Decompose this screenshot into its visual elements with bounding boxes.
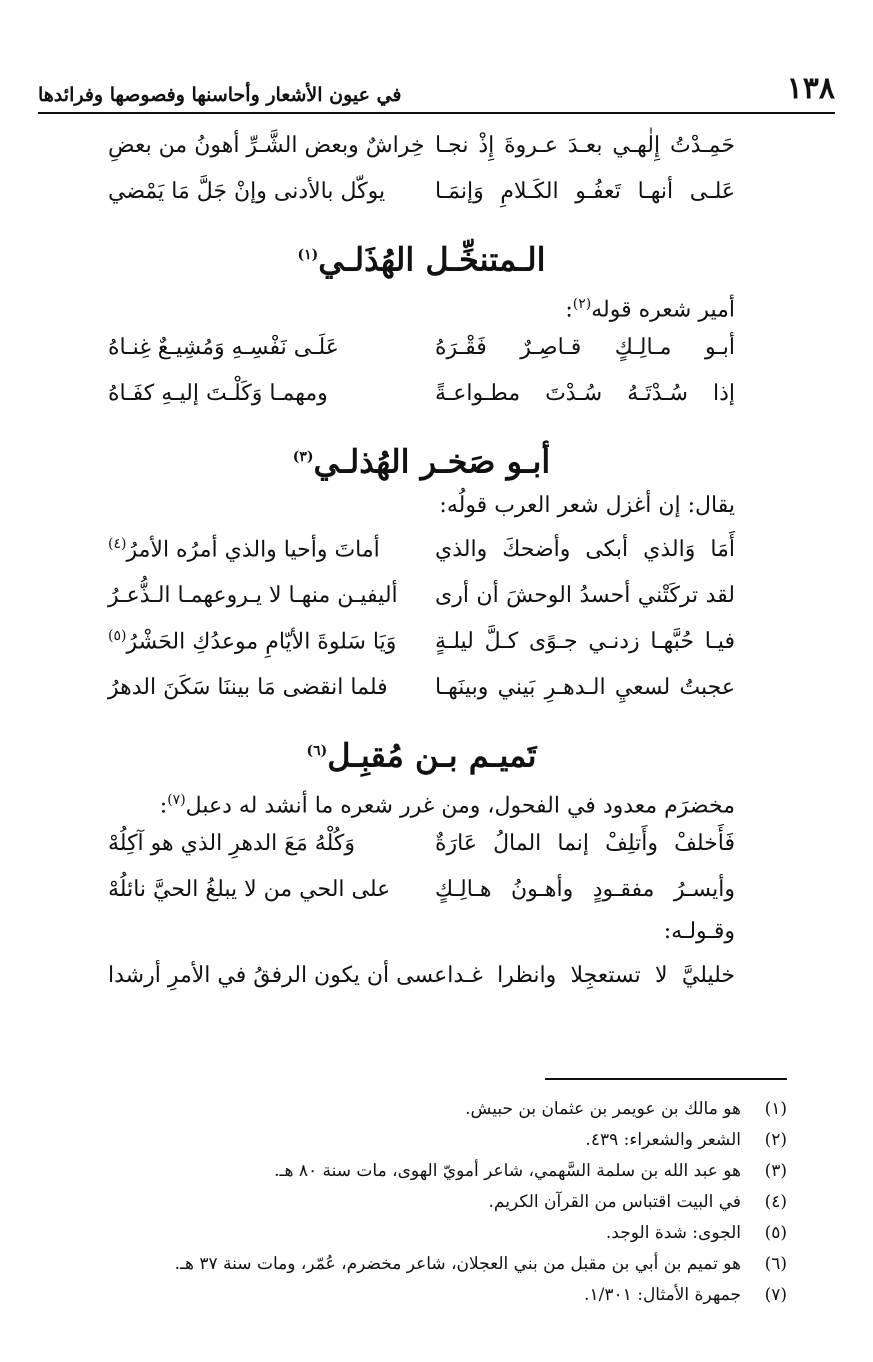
verse-line bbox=[108, 866, 735, 912]
footnote bbox=[60, 1156, 787, 1187]
footnote-rule bbox=[545, 1078, 787, 1080]
second-hemistich-text: وَيَا سَلوةَ الأيّامِ موعدُكِ الحَشْرُ bbox=[126, 629, 397, 655]
second-hemistich: عَلَـى نَفْسِـهِ وَمُشِيـعٌ غِنـاهُ bbox=[108, 334, 339, 360]
section-intro bbox=[108, 284, 735, 324]
footnote-text: هو عبد الله بن سلمة السَّهمي، شاعر أمويّ الهوى، مات سنة ٨٠ هـ. bbox=[274, 1161, 741, 1181]
footnote-ref: (٤) bbox=[108, 535, 127, 552]
second-hemistich: عسى أن يكون الرفقُ في الأمرِ أرشدا bbox=[108, 962, 448, 988]
first-hemistich: حَمِـدْتُ إِلٰهـي بعـدَ عـروةَ إِذْ نجـا bbox=[435, 132, 735, 158]
first-hemistich: إذا سُـدْتَـهُ سُـدْتَ مطـواعـةً bbox=[435, 380, 735, 406]
footnote-text: هو مالك بن عويمر بن عثمان بن حبيش. bbox=[465, 1099, 741, 1119]
footnote-ref: (٦) bbox=[306, 743, 328, 759]
verse-line bbox=[108, 572, 735, 618]
footnote-text: الجوى: شدة الوجد. bbox=[605, 1223, 741, 1243]
footnote-text: في البيت اقتباس من القرآن الكريم. bbox=[488, 1192, 741, 1212]
verse-line bbox=[108, 122, 735, 168]
first-hemistich: فَأَخلفْ وأَتلِفْ إنما المالُ عَارَةٌ bbox=[435, 830, 735, 856]
verse-line bbox=[108, 952, 735, 998]
running-head bbox=[38, 66, 835, 106]
verse-line bbox=[108, 618, 735, 664]
footnote-ref: (١) bbox=[297, 247, 319, 263]
second-hemistich: على الحي من لا يبلغُ الحيَّ نائلُهْ bbox=[108, 876, 391, 902]
first-hemistich: عجبتُ لسعيِ الـدهـرِ بَيني وبينَهـا bbox=[435, 674, 735, 700]
footnote-number: (١) bbox=[764, 1099, 787, 1119]
footnote-text: هو تميم بن أبي بن مقبل من بني العجلان، شاعر مخضرم، عُمّر، ومات سنة ٣٧ هـ. bbox=[174, 1254, 741, 1274]
second-hemistich: ومهمـا وَكَلْـتَ إليـهِ كفَـاهُ bbox=[108, 380, 328, 406]
intro-colon: : bbox=[565, 297, 573, 323]
footnote-ref: (٥) bbox=[108, 627, 127, 644]
intro-colon: : bbox=[159, 793, 168, 819]
header-rule bbox=[38, 112, 835, 114]
footnote bbox=[60, 1094, 787, 1125]
footnote-text: الشعر والشعراء: ٤٣٩. bbox=[585, 1130, 741, 1150]
first-hemistich: فيـا حُبَّهـا زدنـي جـوًى كـلَّ ليلـةٍ bbox=[435, 628, 735, 654]
verse-line bbox=[108, 370, 735, 416]
main-text bbox=[108, 122, 735, 998]
footnote-ref: (٣) bbox=[292, 449, 314, 465]
second-hemistich: وَكُلْهُ مَعَ الدهرِ الذي هو آكِلُهْ bbox=[108, 830, 355, 856]
first-hemistich: لقد تركَتْني أحسدُ الوحشَ أن أرى bbox=[435, 582, 735, 608]
footnotes bbox=[60, 1094, 787, 1311]
verse-line bbox=[108, 526, 735, 572]
section-intro bbox=[108, 486, 735, 526]
footnote-number: (٣) bbox=[764, 1161, 787, 1181]
footnote-ref: (٢) bbox=[572, 296, 592, 312]
first-hemistich: أبـو مـالِـكٍ قـاصِـرٌ فَقْـرَهُ bbox=[435, 334, 735, 360]
footnote bbox=[60, 1187, 787, 1218]
first-hemistich: وأيسـرُ مفقـودٍ وأهـونُ هـالِـكٍ bbox=[435, 876, 735, 902]
footnote-number: (٧) bbox=[764, 1285, 787, 1305]
footnote-text: جمهرة الأمثال: ١/٣٠١. bbox=[584, 1285, 741, 1305]
second-hemistich: خِراشٌ وبعض الشَّـرِّ أهونُ من بعضِ bbox=[108, 132, 425, 158]
section-title-text: تَميـم بـن مُقبِـل bbox=[327, 736, 537, 775]
footnote-ref: (٧) bbox=[167, 792, 186, 808]
verse-line bbox=[108, 168, 735, 214]
section-title-tamim bbox=[108, 710, 735, 780]
second-hemistich-text: أماتَ وأحيا والذي أمرُه الأمرُ bbox=[126, 537, 380, 563]
verse-line bbox=[108, 324, 735, 370]
section-title-abu-sakhr bbox=[108, 416, 735, 486]
first-hemistich: عَلـى أنهـا تَعفُـو الكَـلامِ وَإنمَـا bbox=[435, 178, 735, 204]
first-hemistich: خليليَّ لا تستعجِلا وانظرا غـدا bbox=[447, 962, 735, 988]
footnote-number: (٢) bbox=[764, 1130, 787, 1150]
footnote bbox=[60, 1125, 787, 1156]
verse-line bbox=[108, 664, 735, 710]
first-hemistich: أَمَا وَالذي أبكى وأضحكَ والذي bbox=[435, 536, 735, 562]
section-title-text: أبـو صَخـر الهُذلـي bbox=[313, 442, 551, 481]
intro-text: وقـولـه: bbox=[663, 919, 735, 944]
footnote bbox=[60, 1280, 787, 1311]
footnote bbox=[60, 1249, 787, 1280]
page-number: ١٣٨ bbox=[786, 71, 835, 106]
second-hemistich: يوكّل بالأدنى وإنْ جَلَّ مَا يَمْضي bbox=[108, 178, 386, 204]
second-hemistich: أليفيـن منهـا لا يـروعهمـا الـذُّعـرُ bbox=[108, 582, 398, 608]
footnote-number: (٤) bbox=[764, 1192, 787, 1212]
section-intro bbox=[108, 780, 735, 820]
running-title: في عيون الأشعار وأحاسنها وفصوصها وفرائدها bbox=[38, 84, 402, 106]
second-hemistich bbox=[108, 536, 380, 562]
intro-text: أمير شعره قوله bbox=[591, 297, 735, 323]
intro-text: يقال: إن أغزل شعر العرب قولُه: bbox=[439, 493, 735, 518]
footnote-number: (٥) bbox=[764, 1223, 787, 1243]
section-title-mutanakhkhil bbox=[108, 214, 735, 284]
verse-line bbox=[108, 820, 735, 866]
section-intro-2 bbox=[108, 912, 735, 952]
footnote bbox=[60, 1218, 787, 1249]
intro-text: مخضرَم معدود في الفحول، ومن غرر شعره ما أنشد له دعبل bbox=[185, 793, 735, 819]
footnote-number: (٦) bbox=[764, 1254, 787, 1274]
section-title-text: الـمتنخِّـل الهُذَلـي bbox=[318, 240, 546, 279]
second-hemistich bbox=[108, 628, 396, 654]
second-hemistich: فلما انقضى مَا بيننَا سَكَنَ الدهرُ bbox=[108, 674, 388, 700]
